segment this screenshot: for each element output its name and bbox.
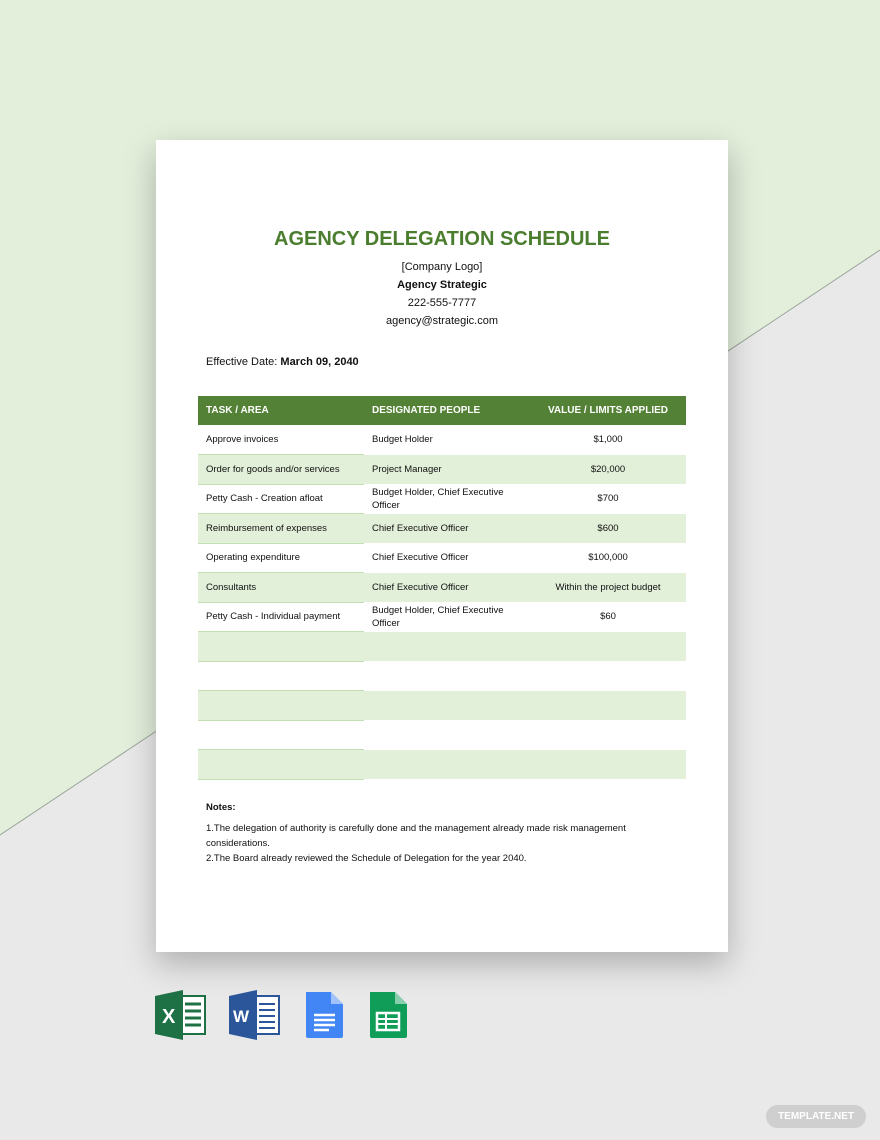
document-page [156,140,728,952]
value-cell [530,750,686,780]
value-cell: $60 [600,611,616,623]
task-cell: Approve invoices [198,425,364,455]
task-cell: Consultants [198,573,364,603]
people-cell [364,661,530,691]
value-cell [530,720,686,750]
task-cell [198,720,364,750]
task-cell: Reimbursement of expenses [198,514,364,544]
people-cell: Budget Holder [372,434,433,446]
notes [206,800,636,866]
task-cell: Petty Cash - Individual payment [198,602,364,632]
company-name: Agency Strategic [397,279,487,291]
people-cell [364,750,530,780]
people-cell [364,720,530,750]
delegation-table [198,396,686,780]
people-cell: Budget Holder, Chief Executive Officer [372,486,504,511]
brand-badge: TEMPLATE.NET [766,1105,866,1128]
empty-table-row [198,661,686,691]
header-people: DESIGNATED PEOPLE [364,396,530,425]
task-cell: Operating expenditure [198,543,364,573]
notes-heading: Notes: [206,802,236,813]
effective-date [206,356,359,368]
svg-text:W: W [233,1007,250,1026]
effective-date-value: March 09, 2040 [280,356,359,368]
task-cell [198,661,364,691]
google-sheets-icon[interactable] [367,990,409,1040]
table-row [198,425,686,455]
task-cell [198,632,364,662]
people-cell: Project Manager [364,455,530,485]
google-docs-icon[interactable] [303,990,345,1040]
table-row [198,484,686,514]
value-cell [530,691,686,721]
people-cell [364,691,530,721]
value-cell: Within the project budget [530,573,686,603]
empty-table-row [198,750,686,780]
empty-table-row [198,632,686,662]
word-icon[interactable] [229,990,281,1040]
table-row [198,602,686,632]
people-cell: Budget Holder, Chief Executive Officer [372,604,504,629]
people-cell: Chief Executive Officer [372,552,469,564]
task-cell: Order for goods and/or services [198,455,364,485]
excel-icon[interactable] [155,990,207,1040]
note-1: 1.The delegation of authority is carefully done and the management already made risk management considerations. [206,823,626,849]
company-logo-placeholder: [Company Logo] [401,261,483,273]
people-cell [364,632,530,662]
empty-table-row [198,691,686,721]
company-phone: 222-555-7777 [407,297,477,309]
people-cell: Chief Executive Officer [364,573,530,603]
header-value: VALUE / LIMITS APPLIED [530,396,686,425]
people-cell: Chief Executive Officer [364,514,530,544]
svg-text:X: X [162,1006,176,1028]
table-row [198,573,686,603]
value-cell: $600 [530,514,686,544]
table-row [198,543,686,573]
value-cell: $100,000 [588,552,628,564]
header-task: TASK / AREA [198,396,364,425]
value-cell: $20,000 [530,455,686,485]
value-cell: $1,000 [593,434,623,446]
value-cell [530,661,686,691]
note-2: 2.The Board already reviewed the Schedule of Delegation for the year 2040. [206,853,527,864]
task-cell [198,750,364,780]
value-cell: $700 [597,493,619,505]
task-cell [198,691,364,721]
table-row [198,514,686,544]
company-email: agency@strategic.com [385,315,499,327]
task-cell: Petty Cash - Creation afloat [198,484,364,514]
empty-table-row [198,720,686,750]
format-icons [155,990,409,1040]
value-cell [530,632,686,662]
table-row [198,455,686,485]
effective-date-label: Effective Date: [206,356,278,368]
document-title: AGENCY DELEGATION SCHEDULE [274,228,610,250]
